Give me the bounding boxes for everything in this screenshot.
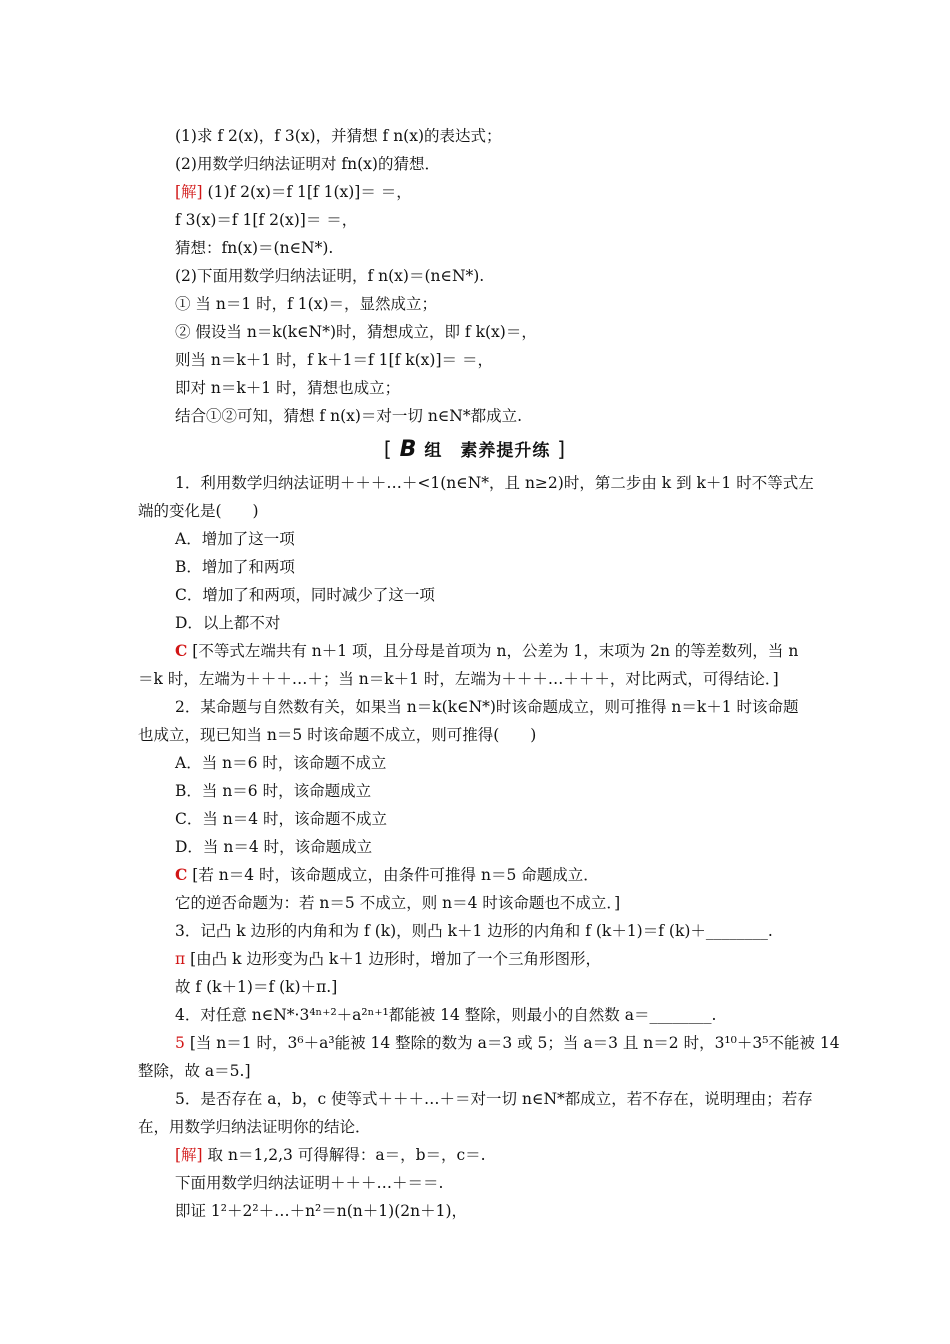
explanation-cont: 它的逆否命题为：若 n＝5 不成立，则 n＝4 时该命题也不成立．] [175,894,621,912]
bracket-left: [ [383,437,393,461]
text-span: 取 n＝1,2,3 可得解得：a＝，b＝，c＝. [207,1146,486,1164]
text-line: (2)用数学归纳法证明对 fn(x)的猜想． [175,155,440,173]
text-line: 下面用数学归纳法证明＋＋＋…＋＝＝. [175,1174,444,1192]
option-d: D．当 n＝4 时，该命题成立 [175,838,373,856]
question-1-stem-cont: 端的变化是( ) [138,502,259,520]
text-line: f 3(x)＝f 1[f 2(x)]＝ ＝， [175,211,358,229]
text-line: 结合①②可知，猜想 f n(x)＝对一切 n∈N*都成立. [175,407,523,425]
option-b: B．增加了和两项 [175,558,295,576]
answer-line [0,949,950,969]
question-5-stem: 5．是否存在 a，b，c 使等式＋＋＋…＋＝对一切 n∈N*都成立，若不存在，说明理由；若存 [175,1090,813,1108]
question-5-stem-cont: 在，用数学归纳法证明你的结论． [138,1118,371,1136]
solution-line [0,1145,950,1165]
answer-value: 5 [175,1034,185,1052]
answer-line [0,641,950,661]
text-line: 即对 n＝k＋1 时，猜想也成立； [175,379,401,397]
explanation: [若 n＝4 时，该命题成立，由条件可推得 n＝5 命题成立． [192,866,599,884]
question-4-stem: 4．对任意 n∈N*·3⁴ⁿ⁺²＋a²ⁿ⁺¹都能被 14 整除，则最小的自然数 a＝________. [175,1006,717,1024]
text-line: ② 假设当 n＝k(k∈N*)时，猜想成立，即 f k(x)＝， [175,323,537,341]
option-a: A．增加了这一项 [175,530,295,548]
text-line: 猜想：fn(x)＝(n∈N*). [175,239,334,257]
section-title: 组 素养提升练 [424,441,551,461]
text-line: (2)下面用数学归纳法证明，f n(x)＝(n∈N*). [175,267,485,285]
question-1-stem: 1．利用数学归纳法证明＋＋＋…＋<1(n∈N*，且 n≥2)时，第二步由 k 到 k＋1 时不等式左 [175,474,814,492]
explanation-cont: 故 f (k＋1)＝f (k)＋π.] [175,978,338,996]
explanation-cont: ＝k 时，左端为＋＋＋…＋；当 n＝k＋1 时，左端为＋＋＋…＋＋＋，对比两式，可得结论．] [138,670,779,688]
answer-line [0,865,950,885]
question-3-stem: 3．记凸 k 边形的内角和为 f (k)，则凸 k＋1 边形的内角和 f (k＋1)＝f (k)＋________. [175,922,773,940]
explanation: [不等式左端共有 n＋1 项，且分母是首项为 n，公差为 1，末项为 2n 的等差数列，当 n [192,642,799,660]
answer-letter: C [175,865,188,884]
explanation: [由凸 k 边形变为凸 k＋1 边形时，增加了一个三角形图形， [190,950,602,968]
solution-tag: [解] [175,183,203,201]
text-line: ① 当 n＝1 时，f 1(x)＝，显然成立； [175,295,437,313]
solution-line [0,182,950,202]
text-span: (1)f 2(x)＝f 1[f 1(x)]＝ ＝， [207,183,412,201]
option-c: C．当 n＝4 时，该命题不成立 [175,810,388,828]
option-c: C．增加了和两项，同时减少了这一项 [175,586,435,604]
option-a: A．当 n＝6 时，该命题不成立 [175,754,387,772]
explanation: [当 n＝1 时，3⁶＋a³能被 14 整除的数为 a＝3 或 5；当 a＝3 且 n＝2 时，3¹⁰＋3⁵不能被 14 [189,1034,840,1052]
group-letter: B [399,437,418,462]
text-line: (1)求 f 2(x)，f 3(x)，并猜想 f n(x)的表达式； [175,127,502,145]
answer-line [0,1033,950,1053]
solution-tag: [解] [175,1146,203,1164]
text-line: 即证 1²＋2²＋…＋n²＝n(n＋1)(2n＋1)， [175,1202,467,1220]
explanation-cont: 整除，故 a＝5.] [138,1062,251,1080]
answer-letter: C [175,641,188,660]
question-2-stem: 2．某命题与自然数有关，如果当 n＝k(k∈N*)时该命题成立，则可推得 n＝k＋1 时该命题 [175,698,799,716]
question-2-stem-cont: 也成立，现已知当 n＝5 时该命题不成立，则可推得( ) [138,726,537,744]
option-d: D．以上都不对 [175,614,281,632]
text-line: 则当 n＝k＋1 时，f k＋1＝f 1[f k(x)]＝ ＝， [175,351,493,369]
bracket-right: ] [557,437,567,461]
option-b: B．当 n＝6 时，该命题成立 [175,782,372,800]
section-banner [0,436,950,462]
answer-value: π [175,950,186,968]
